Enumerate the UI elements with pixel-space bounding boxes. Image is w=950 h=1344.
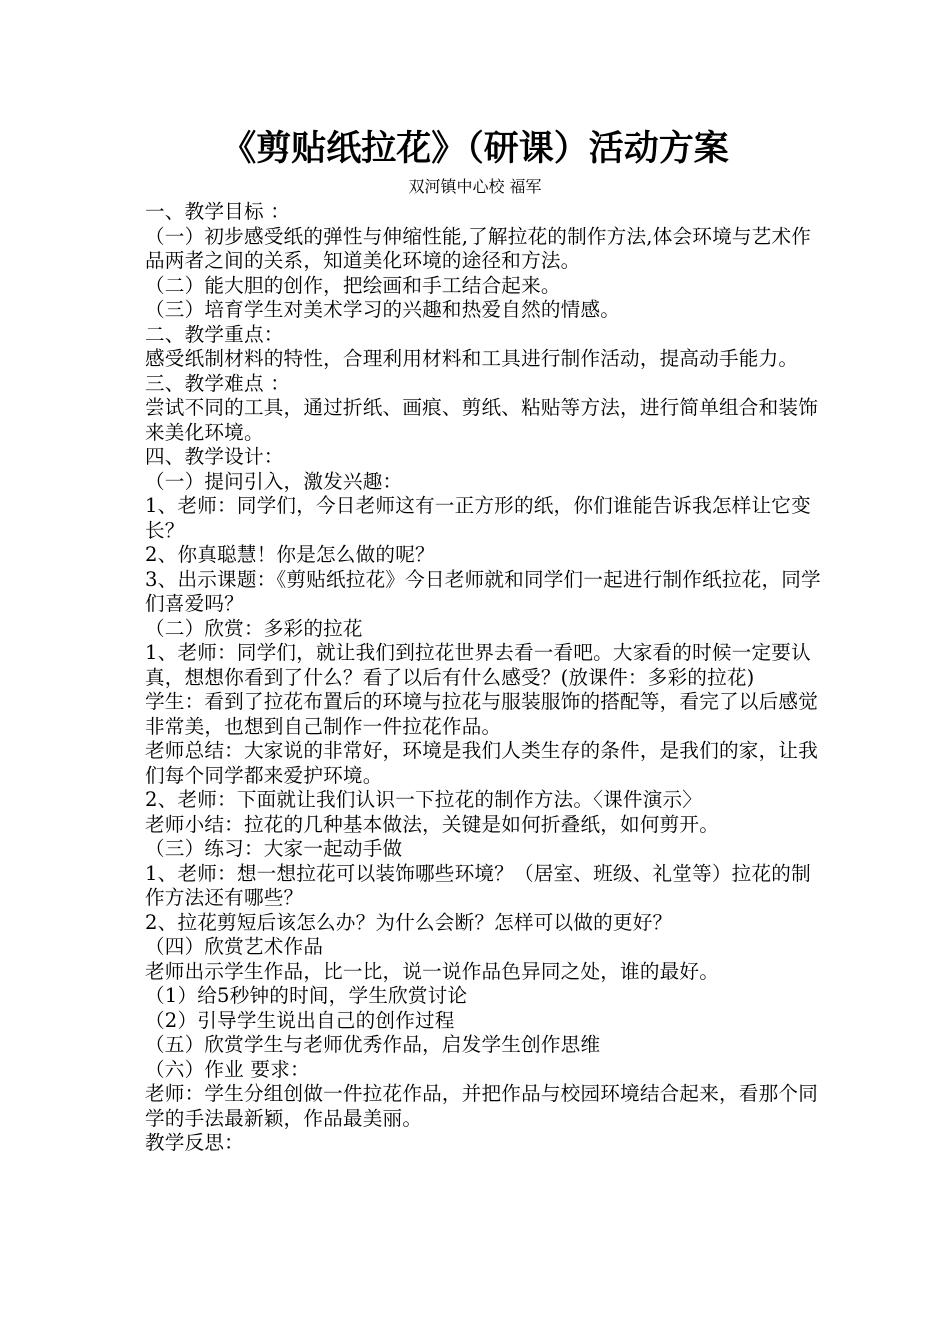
body-paragraph: （一）提问引入，激发兴趣： <box>145 469 403 493</box>
body-paragraph: （二）欣赏：多彩的拉花 <box>145 616 363 640</box>
body-paragraph: （三）练习：大家一起动手做 <box>145 837 403 860</box>
body-paragraph: （四）欣赏艺术作品 <box>145 935 324 958</box>
body-paragraph: （三）培育学生对美术学习的兴趣和热爱自然的情感。 <box>145 298 621 321</box>
body-paragraph: 1、老师：同学们，就让我们到拉花世界去看一看吧。大家看的时候一定要认真，想想你看到了什么？看了以后有什么感受？(放课件：多彩的拉花) <box>145 641 811 689</box>
body-paragraph: 一、教学目标 ： <box>145 200 290 223</box>
body-paragraph: 2、老师：下面就让我们认识一下拉花的制作方法。〈课件演示〉 <box>145 788 703 811</box>
body-paragraph: 老师小结：拉花的几种基本做法，关键是如何折叠纸，如何剪开。 <box>145 812 720 836</box>
body-paragraph: （2）引导学生说出自己的创作过程 <box>145 1008 455 1032</box>
body-paragraph: 三、教学难点 ： <box>145 371 290 395</box>
document-title: 《剪贴纸拉花》（研课）活动方案 <box>221 128 729 169</box>
document-body <box>145 200 825 1156</box>
body-paragraph: 尝试不同的工具，通过折纸、画痕、剪纸、粘贴等方法，进行简单组合和装饰来美化环境。 <box>145 396 818 444</box>
body-paragraph: 老师出示学生作品，比一比，说一说作品色异同之处，谁的最好。 <box>145 959 720 983</box>
document-author: 双河镇中心校 福军 <box>408 177 542 196</box>
body-paragraph: （1）给5秒钟的时间，学生欣赏讨论 <box>145 984 468 1007</box>
body-paragraph: 二、教学重点： <box>145 322 284 346</box>
body-paragraph: 1、老师：想一想拉花可以装饰哪些环境？（居室、班级、礼堂等）拉花的制作方法还有哪些？ <box>145 861 811 909</box>
body-paragraph: 学生：看到了拉花布置后的环境与拉花与服装服饰的搭配等，看完了以后感觉非常美，也想到自己制作一件拉花作品。 <box>145 690 818 738</box>
body-paragraph: 感受纸制材料的特性，合理利用材料和工具进行制作活动，提高动手能力。 <box>145 347 799 370</box>
body-paragraph: （一）初步感受纸的弹性与伸缩性能,了解拉花的制作方法,体会环境与艺术作品两者之间的关系，知道美化环境的途径和方法。 <box>145 224 812 272</box>
body-paragraph: （六）作业 要求： <box>145 1057 310 1081</box>
body-paragraph: 2、拉花剪短后该怎么办？为什么会断？怎样可以做的更好？ <box>145 910 673 934</box>
body-paragraph: 3、出示课题：《剪贴纸拉花》今日老师就和同学们一起进行制作纸拉花，同学们喜爱吗？ <box>145 567 821 615</box>
body-paragraph: 1、老师：同学们，今日老师这有一正方形的纸，你们谁能告诉我怎样让它变长？ <box>145 494 811 542</box>
body-paragraph: 教学反思： <box>145 1131 244 1154</box>
body-paragraph: （五）欣赏学生与老师优秀作品，启发学生创作思维 <box>145 1033 601 1056</box>
body-paragraph: 四、教学设计： <box>145 445 284 468</box>
body-paragraph: 2、你真聪慧！你是怎么做的呢？ <box>145 543 435 566</box>
body-paragraph: （二）能大胆的创作，把绘画和手工结合起来。 <box>145 273 561 297</box>
body-paragraph: 老师总结：大家说的非常好，环境是我们人类生存的条件，是我们的家，让我们每个同学都来爱护环境。 <box>145 739 818 787</box>
body-paragraph: 老师：学生分组创做一件拉花作品，并把作品与校园环境结合起来，看那个同学的手法最新颖，作品最美丽。 <box>145 1082 818 1130</box>
